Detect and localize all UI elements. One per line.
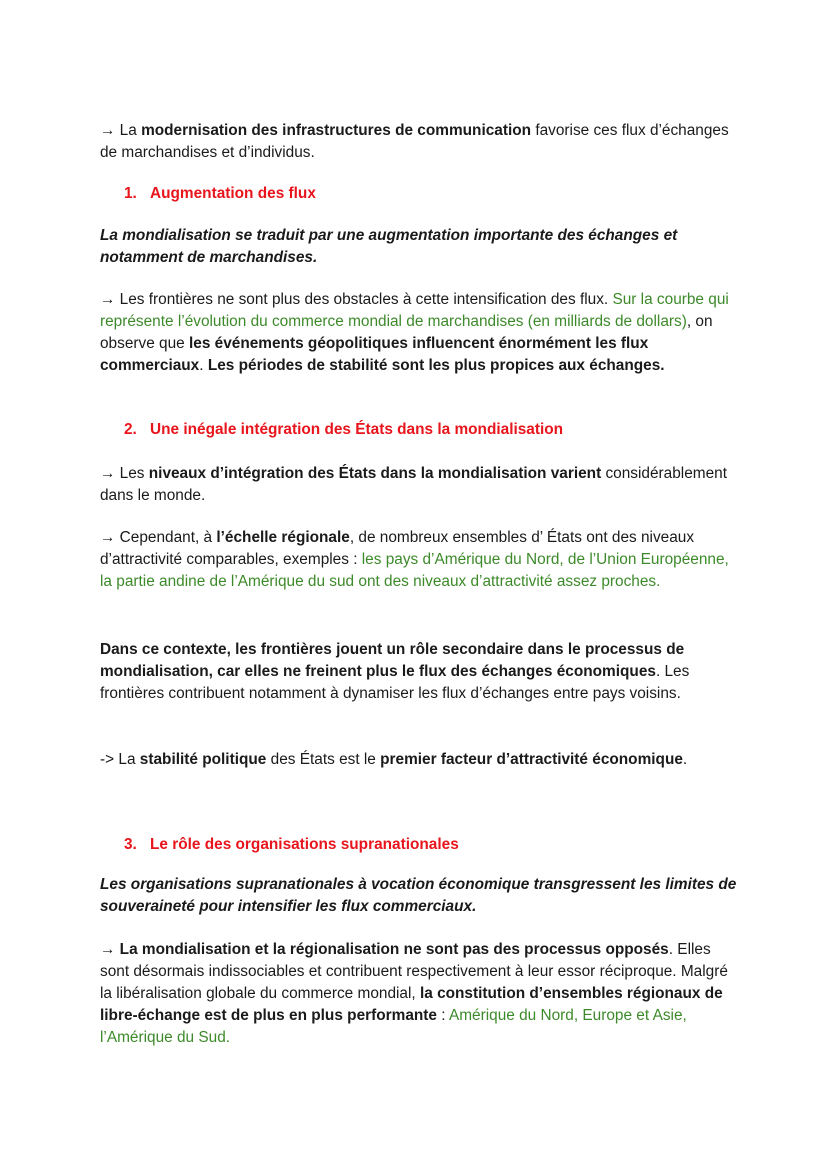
section-heading — [124, 834, 764, 856]
paragraph — [100, 463, 740, 507]
emphasis-text: l’échelle régionale — [216, 529, 350, 546]
emphasis-text: La mondialisation et la régionalisation ne sont pas des processus opposés — [119, 941, 669, 958]
paragraph — [100, 289, 740, 377]
text-run: , on observe que — [100, 313, 713, 352]
emphasis-text: La mondialisation se traduit par une augmentation importante des échanges et notamment de marchandises. — [100, 227, 678, 266]
emphasis-text: Dans ce contexte, les frontières jouent un rôle secondaire dans le processus de mondialisation, car elles ne freinent plus le flux des échanges économiques — [100, 641, 685, 680]
emphasis-text: niveaux d’intégration des États dans la mondialisation varient — [148, 465, 602, 482]
example-text: Amérique du Nord, Europe et Asie, l’Amérique du Sud. — [100, 1007, 687, 1046]
section-heading — [124, 419, 764, 441]
section-title: Une inégale intégration des États dans la mondialisation — [150, 421, 564, 438]
text-run: → La — [100, 122, 142, 139]
text-run: . Les frontières contribuent notamment à dynamiser les flux d’échanges entre pays voisins. — [100, 663, 690, 702]
emphasis-text: modernisation des infrastructures de communication — [141, 122, 532, 139]
example-text: Sur la courbe qui représente l’évolution du commerce mondial de marchandises (en milliards de dollars) — [100, 291, 729, 330]
section-number: 1. — [124, 185, 137, 202]
paragraph — [100, 527, 740, 593]
text-run: , de nombreux ensembles d’ États ont des niveaux d’attractivité comparables, exemples : — [100, 529, 695, 568]
emphasis-text: premier facteur d’attractivité économique — [380, 751, 683, 768]
paragraph — [100, 225, 740, 269]
text-run: → Les frontières ne sont plus des obstacles à cette intensification des flux. — [100, 291, 613, 308]
section-title: Augmentation des flux — [150, 185, 316, 202]
text-run: favorise ces flux d’échanges de marchandises et d’individus. — [100, 122, 729, 161]
text-run: → Les — [100, 465, 149, 482]
example-text: les pays d’Amérique du Nord, de l’Union Européenne, la partie andine de l’Amérique du sud ont des niveaux d’attractivité assez proches. — [100, 551, 729, 590]
paragraph — [100, 120, 740, 164]
section-title: Le rôle des organisations supranationales — [150, 836, 459, 853]
paragraph — [100, 749, 740, 771]
emphasis-text: Les organisations supranationales à vocation économique transgressent les limites de souveraineté pour intensifier les flux commerciaux. — [100, 876, 737, 915]
paragraph — [100, 939, 740, 1049]
emphasis-text: la constitution d’ensembles régionaux de libre-échange est de plus en plus performante — [100, 985, 723, 1024]
section-number: 2. — [124, 421, 137, 438]
section-heading — [124, 183, 764, 205]
paragraph — [100, 874, 740, 918]
emphasis-text: Les périodes de stabilité sont les plus propices aux échanges. — [207, 357, 665, 374]
paragraph — [100, 639, 740, 705]
text-run: → Cependant, à — [100, 529, 217, 546]
text-run: des États est le — [266, 751, 381, 768]
emphasis-text: les événements géopolitiques influencent énormément les flux commerciaux — [100, 335, 649, 374]
text-run: . Elles sont désormais indissociables et contribuent respectivement à leur essor réciproque. Malgré la libéralisation globale du commerce mondial, — [100, 941, 728, 1002]
text-run: . — [682, 751, 688, 768]
text-run: . — [199, 357, 208, 374]
emphasis-text: stabilité politique — [139, 751, 267, 768]
text-run: : — [436, 1007, 449, 1024]
text-run: considérablement dans le monde. — [100, 465, 727, 504]
text-run: → — [100, 941, 120, 958]
section-number: 3. — [124, 836, 137, 853]
text-run: -> La — [100, 751, 140, 768]
